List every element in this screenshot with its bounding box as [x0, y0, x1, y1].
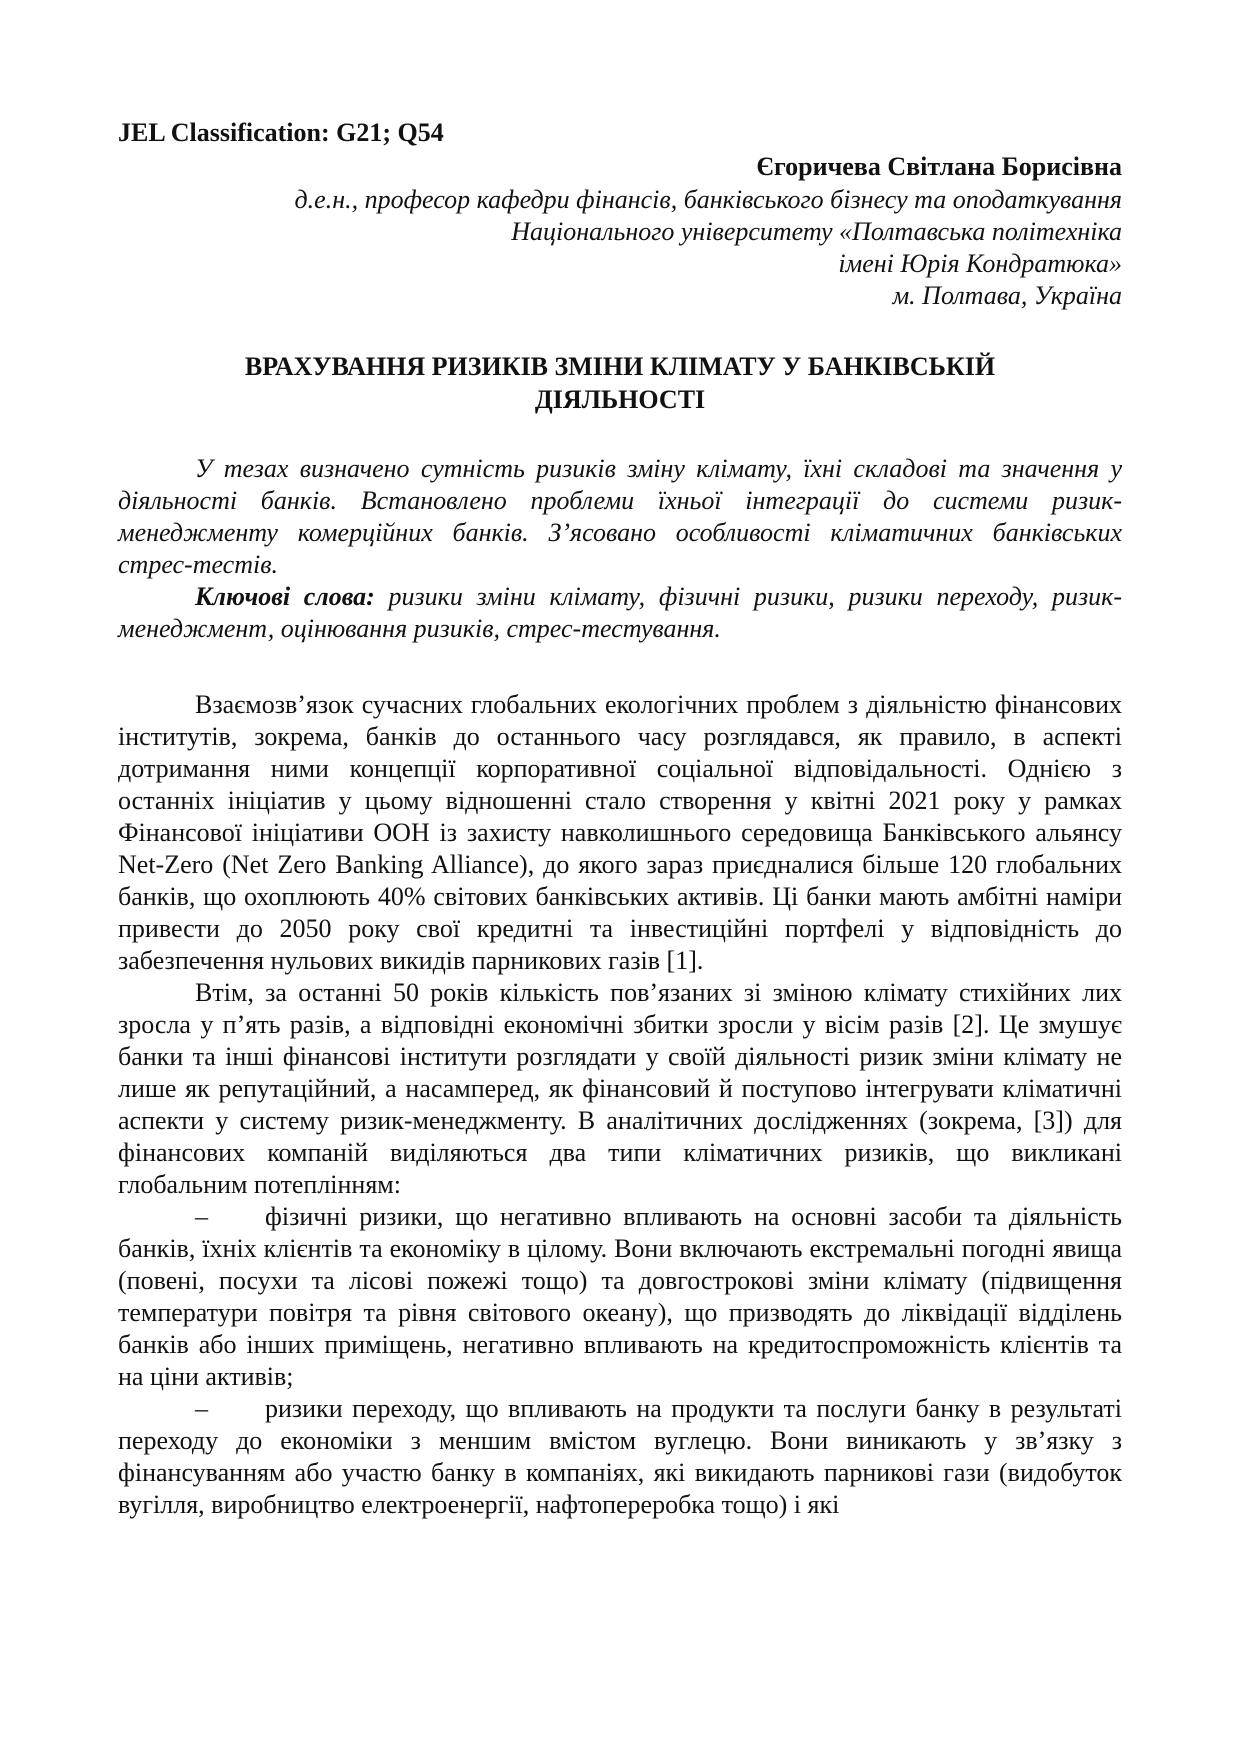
abstract-text: У тезах визначено сутність ризиків зміну клімату, їхні складові та значення у діяльності банків. Встановлено проблеми їхньої інтеграції до системи ризик-менеджменту комерційних банків. З’ясовано особливості кліматичних банківських стрес-тестів. [118, 454, 1122, 579]
author-affiliation-line-2: Національного університету «Полтавська політехніка [511, 217, 1122, 246]
keywords [118, 581, 1122, 645]
list-dash: – [195, 1394, 208, 1423]
abstract [118, 453, 1122, 645]
keywords-label: Ключові слова: [195, 582, 375, 611]
paper-title [118, 350, 1122, 416]
list-item-text: ризики переходу, що впливають на продукти та послуги банку в результаті переходу до економіки з меншим вмістом вуглецю. Вони виникають у зв’язку з фінансуванням або участю банку в компаніях, які викидають парникові гази (видобуток вугілля, виробництво електроенергії, нафтопереробка тощо) і які [118, 1394, 1122, 1519]
author-affiliation-line-3: імені Юрія Кондратюка» [838, 249, 1122, 278]
paper-title-line-2: ДІЯЛЬНОСТІ [534, 385, 706, 414]
body-text [118, 689, 1122, 1521]
list-item-physical-risks [118, 1201, 1122, 1393]
list-dash: – [195, 1202, 208, 1231]
list-item-text: фізичні ризики, що негативно впливають на основні засоби та діяльність банків, їхніх клієнтів та економіку в цілому. Вони включають екстремальні погодні явища (повені, посухи та лісові пожежі тощо) та довгострокові зміни клімату (підвищення температури повітря та рівня світового океану), що призводять до ліквідації відділень банків або інших приміщень, негативно впливають на кредитоспроможність клієнтів та на ціни активів; [118, 1202, 1122, 1391]
paragraph-1: Взаємозв’язок сучасних глобальних екологічних проблем з діяльністю фінансових інститутів, зокрема, банків до останнього часу розглядався, як правило, в аспекті дотримання ними концепції корпоративної соціальної відповідальності. Однією з останніх ініціатив у цьому відношенні стало створення у квітні 2021 року у рамках Фінансової ініціативи ООН із захисту навколишнього середовища Банківського альянсу Net-Zero (Net Zero Banking Alliance), до якого зараз приєдналися більше 120 глобальних банків, що охоплюють 40% світових банківських активів. Ці банки мають амбітні наміри привести до 2050 року свої кредитні та інвестиційні портфелі у відповідність до забезпечення нульових викидів парникових газів [1]. [118, 690, 1122, 975]
jel-classification: JEL Classification: G21; Q54 [118, 118, 444, 147]
paragraph-2: Втім, за останні 50 років кількість пов’язаних зі зміною клімату стихійних лих зросла у п’ять разів, а відповідні економічні збитки зросли у вісім разів [2]. Це змушує банки та інші фінансові інститути розглядати у своїй діяльності ризик зміни клімату не лише як репутаційний, а насамперед, як фінансовий й поступово інтегрувати кліматичні аспекти у систему ризик-менеджменту. В аналітичних дослідженнях (зокрема, [3]) для фінансових компаній виділяються два типи кліматичних ризиків, що викликані глобальним потеплінням: [118, 978, 1122, 1199]
keywords-text: ризики зміни клімату, фізичні ризики, ризики переходу, ризик-менеджмент, оцінювання ризиків, стрес-тестування. [118, 582, 1122, 643]
author-location: м. Полтава, Україна [892, 281, 1122, 310]
author-name: Єгоричева Світлана Борисівна [756, 152, 1122, 181]
paper-title-line-1: ВРАХУВАННЯ РИЗИКІВ ЗМІНИ КЛІМАТУ У БАНКІВСЬКІЙ [244, 352, 996, 381]
author-block [295, 150, 1123, 312]
author-affiliation-line-1: д.е.н., професор кафедри фінансів, банківського бізнесу та оподаткування [294, 185, 1122, 214]
list-item-transition-risks [118, 1393, 1122, 1521]
